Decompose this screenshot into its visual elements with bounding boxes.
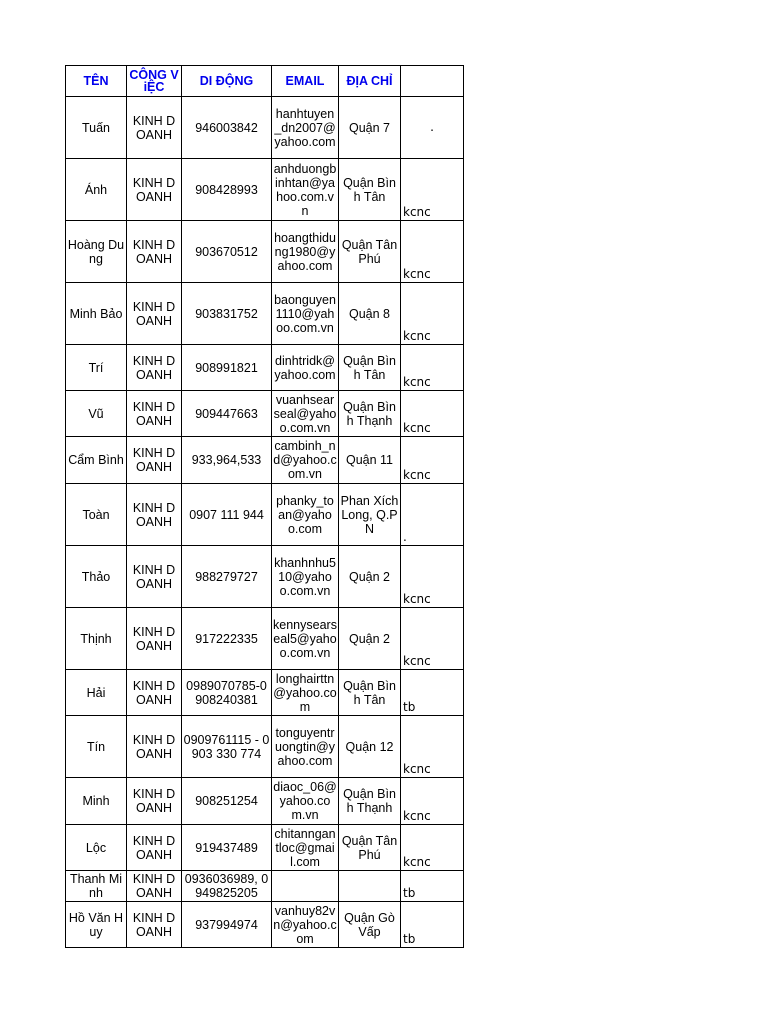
cell-name: Toàn [66, 484, 127, 546]
cell-phone: 917222335 [182, 608, 272, 670]
cell-note: kcnc [401, 159, 464, 221]
table-row [66, 902, 464, 948]
cell-name: Ánh [66, 159, 127, 221]
cell-name: Minh [66, 778, 127, 825]
cell-note: kcnc [401, 221, 464, 283]
cell-job: KINH DOANH [127, 391, 182, 437]
cell-email: khanhnhu510@yahoo.com.vn [272, 546, 339, 608]
cell-address: Quận Bình Tân [339, 670, 401, 716]
cell-name: Cẩm Bình [66, 437, 127, 484]
header-note [401, 66, 464, 97]
cell-job: KINH DOANH [127, 159, 182, 221]
cell-phone: 903831752 [182, 283, 272, 345]
cell-email: chitanngantloc@gmail.com [272, 825, 339, 871]
cell-note: kcnc [401, 391, 464, 437]
table-row [66, 670, 464, 716]
cell-name: Hoàng Dung [66, 221, 127, 283]
cell-phone: 988279727 [182, 546, 272, 608]
cell-email: hoangthidung1980@yahoo.com [272, 221, 339, 283]
cell-address: Quận 11 [339, 437, 401, 484]
cell-name: Vũ [66, 391, 127, 437]
cell-email: diaoc_06@yahoo.com.vn [272, 778, 339, 825]
cell-email: longhairttn@yahoo.com [273, 671, 337, 714]
cell-address: Phan Xích Long, Q.PN [339, 484, 401, 546]
header-row [66, 66, 464, 97]
cell-email: phanky_toan@yahoo.com [272, 484, 339, 546]
cell-address [339, 871, 401, 902]
cell-note: kcnc [401, 437, 464, 484]
cell-address: Quận Gò Vấp [339, 902, 401, 948]
cell-note: tb [401, 902, 464, 948]
cell-note: kcnc [401, 608, 464, 670]
cell-name: Tuấn [66, 97, 127, 159]
cell-note: kcnc [401, 283, 464, 345]
cell-address: Quận 12 [339, 716, 401, 778]
cell-note: tb [401, 871, 464, 902]
cell-name: Trí [66, 345, 127, 391]
cell-phone: 908251254 [182, 778, 272, 825]
cell-name: Tín [66, 716, 127, 778]
cell-address: Quận Bình Tân [339, 345, 401, 391]
cell-email: dinhtridk@yahoo.com [272, 345, 339, 391]
cell-note: tb [401, 670, 464, 716]
cell-address: Quận 2 [339, 546, 401, 608]
table-row [66, 159, 464, 221]
table-row [66, 437, 464, 484]
cell-name: Hải [66, 670, 127, 716]
cell-note: . [401, 484, 464, 546]
cell-job: KINH DOANH [127, 437, 182, 484]
cell-name: Thanh Minh [66, 871, 127, 902]
cell-email: anhduongbinhtan@yahoo.com.vn [272, 159, 339, 221]
cell-email: cambinh_nd@yahoo.com.vn [272, 437, 339, 484]
table-row [66, 391, 464, 437]
cell-note: kcnc [401, 778, 464, 825]
cell-email [272, 871, 339, 902]
cell-note: kcnc [401, 345, 464, 391]
cell-job: KINH DOANH [127, 97, 182, 159]
cell-address: Quận Tân Phú [339, 825, 401, 871]
table-row [66, 546, 464, 608]
cell-note: kcnc [401, 825, 464, 871]
cell-phone: 0909761115 - 0903 330 774 [182, 716, 272, 778]
table-row [66, 778, 464, 825]
cell-job: KINH DOANH [127, 546, 182, 608]
cell-name: Minh Bảo [66, 283, 127, 345]
cell-phone: 903670512 [182, 221, 272, 283]
cell-job: KINH DOANH [127, 283, 182, 345]
cell-email: vuanhsearseal@yahoo.com.vn [272, 391, 339, 437]
table-row [66, 825, 464, 871]
contact-table [65, 65, 464, 948]
cell-note: . [401, 97, 464, 159]
header-email: EMAIL [272, 66, 339, 97]
header-name: TÊN [66, 66, 127, 97]
cell-address: Quận Bình Thạnh [339, 778, 401, 825]
cell-phone: 933,964,533 [182, 437, 272, 484]
cell-phone: 0989070785-0908240381 [182, 670, 272, 716]
table-row [66, 221, 464, 283]
cell-address: Quận 7 [339, 97, 401, 159]
table-row [66, 608, 464, 670]
cell-email: vanhuy82vn@yahoo.com [273, 903, 337, 946]
cell-phone: 908428993 [182, 159, 272, 221]
cell-phone: 908991821 [182, 345, 272, 391]
table-row [66, 484, 464, 546]
table-row [66, 283, 464, 345]
table-row [66, 345, 464, 391]
cell-job: KINH DOANH [127, 825, 182, 871]
cell-job: KINH DOANH [127, 608, 182, 670]
header-address: ĐỊA CHỈ [339, 66, 401, 97]
cell-job: KINH DOANH [127, 221, 182, 283]
table-row [66, 871, 464, 902]
cell-name: Thảo [66, 546, 127, 608]
cell-job: KINH DOANH [127, 670, 182, 716]
cell-email: tonguyentruongtin@yahoo.com [272, 716, 339, 778]
cell-phone: 937994974 [182, 902, 272, 948]
header-phone: DI ĐỘNG [182, 66, 272, 97]
cell-email: kennysearseal5@yahoo.com.vn [272, 608, 339, 670]
cell-job: KINH DOANH [127, 345, 182, 391]
cell-name: Thịnh [66, 608, 127, 670]
cell-job: KINH DOANH [127, 716, 182, 778]
cell-email: hanhtuyen_dn2007@yahoo.com [272, 97, 339, 159]
cell-job: KINH DOANH [127, 871, 182, 902]
cell-job: KINH DOANH [127, 778, 182, 825]
cell-phone: 946003842 [182, 97, 272, 159]
cell-name: Hồ Văn Huy [66, 902, 127, 948]
table-row [66, 97, 464, 159]
cell-phone: 919437489 [182, 825, 272, 871]
cell-note: kcnc [401, 546, 464, 608]
cell-phone: 0907 111 944 [182, 484, 272, 546]
cell-address: Quận Bình Tân [339, 159, 401, 221]
cell-address: Quận 2 [339, 608, 401, 670]
cell-phone: 0936036989, 0949825205 [182, 871, 272, 902]
cell-phone: 909447663 [182, 391, 272, 437]
cell-note: kcnc [401, 716, 464, 778]
cell-job: KINH DOANH [127, 484, 182, 546]
cell-name: Lộc [66, 825, 127, 871]
cell-email: baonguyen1110@yahoo.com.vn [272, 283, 339, 345]
header-job: CÔNG ViỆC [127, 66, 182, 97]
cell-address: Quận Bình Thạnh [339, 391, 401, 437]
cell-address: Quận Tân Phú [339, 221, 401, 283]
table-row [66, 716, 464, 778]
cell-address: Quận 8 [339, 283, 401, 345]
cell-job: KINH DOANH [127, 902, 182, 948]
